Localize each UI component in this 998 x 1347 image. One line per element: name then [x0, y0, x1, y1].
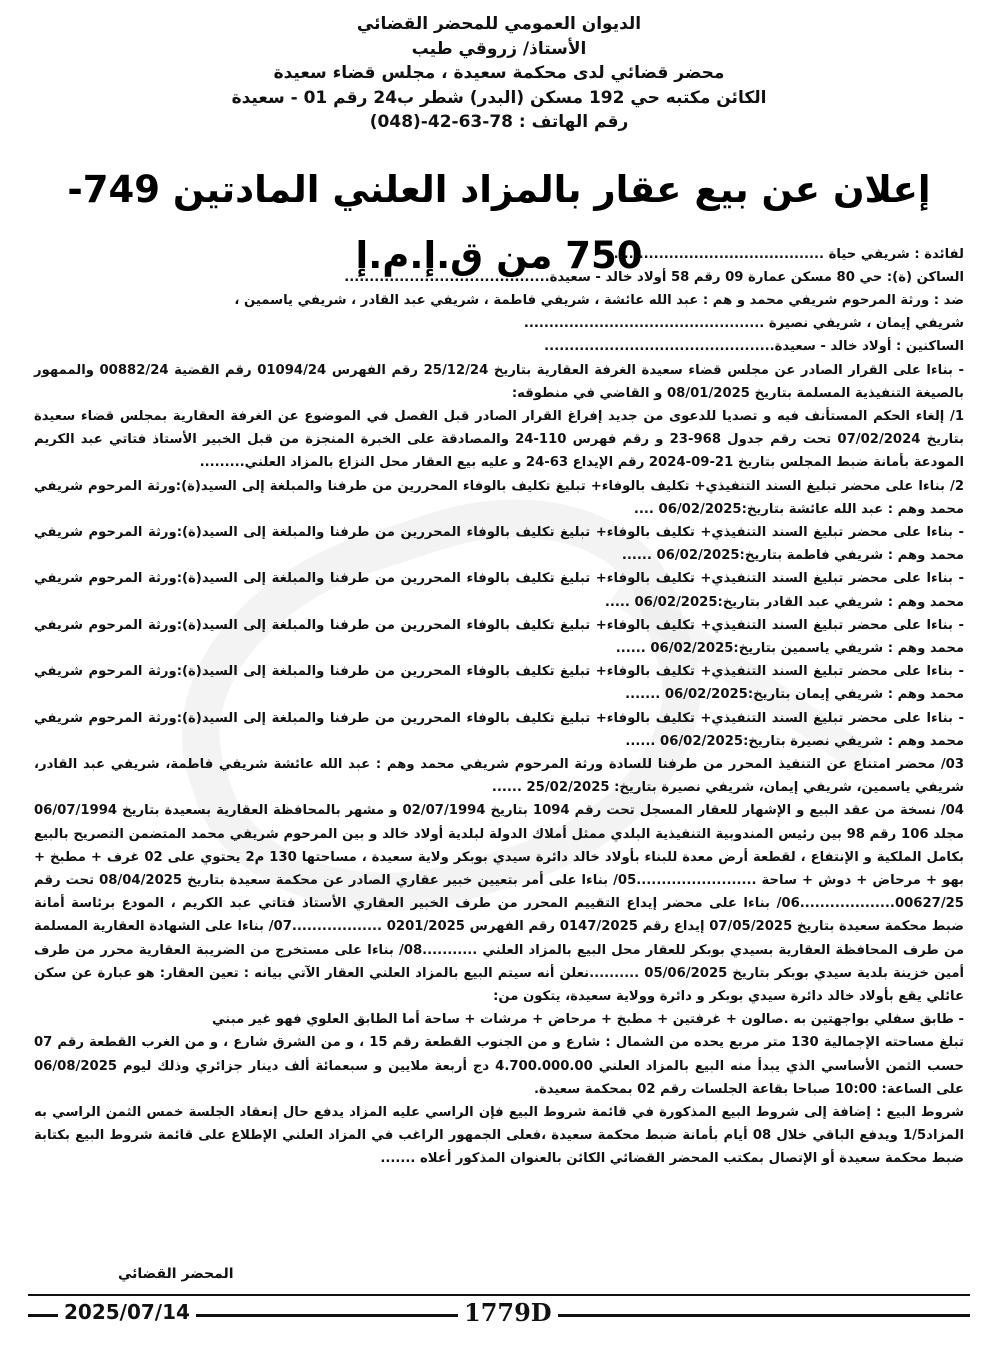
sale-conditions: شروط البيع : إضافة إلى شروط البيع المذكورة في قائمة شروط البيع فإن الراسي عليه المزاد يدفع حال إنعقاد الجلسة خمس الثمن الراسي به المزاد1/5 ويدفع الباقي خلال 08 أيام بأمانة ضبط محكمة سعيدة ،فعلى الجمهور الراغب في المزاد العلني الإطلاع على قائمة شروط البيع بكتابة ضبط محكمة سعيدة أو الإتصال بمكتب المحضر القضائي الكائن بالعنوان المذكور أعلاه .......: [34, 1105, 964, 1167]
defendants-line: ضد : ورثة المرحوم شريفي محمد و هم : عبد الله عائشة ، شريفي فاطمة ، شريفي عبد القادر ، شريفي ياسمين ،: [234, 292, 964, 308]
bailiff-header: [28, 12, 970, 135]
announcement-body: [28, 243, 970, 1171]
footer-code: 1779D: [458, 1298, 558, 1327]
header-phone: رقم الهاتف : 78-63-42-(048): [369, 112, 629, 132]
notice-abdelkader: - بناءا على محضر تبليغ السند التنفيذي+ تكليف بالوفاء+ تبليغ تكليف بالوفاء المحررين من طرفنا والمبلغة إلى السيد(ة):ورثة المرحوم شريفي محمد وهم : شريفي عبد القادر بتاريخ:06/02/2025 .....: [34, 571, 964, 610]
header-address: الكائن مكتبه حي 192 مسكن (البدر) شطر ب24 رقم 01 - سعيدة: [231, 87, 767, 108]
notice-yasmine: - بناءا على محضر تبليغ السند التنفيذي+ تكليف بالوفاء+ تبليغ تكليف بالوفاء المحررين من طرفنا والمبلغة إلى السيد(ة):ورثة المرحوم شريفي محمد وهم : شريفي ياسمين بتاريخ:06/02/2025 ......: [34, 617, 964, 656]
notice-imane: - بناءا على محضر تبليغ السند التنفيذي+ تكليف بالوفاء+ تبليغ تكليف بالوفاء المحررين من طرفنا والمبلغة إلى السيد(ة):ورثة المرحوم شريفي محمد وهم : شريفي إيمان بتاريخ:06/02/2025 .......: [34, 664, 964, 703]
beneficiary-line: لفائدة : شريفي حياة ..........................................: [613, 246, 964, 262]
property-area-price: تبلغ مساحته الإجمالية 130 متر مربع يحده من الشمال : شارع و من الجنوب القطعة رقم 15 ، و من الشرق شارع ، و من الغرب القطعة رقم 07 حسب الثمن الأساسي الذي يبدأ منه البيع بالمزاد العلني 4.700.000.00 دج أربعة ملايين و سبعمائة ألف دينار جزائري وذلك ليوم 06/08/2025 على الساعة: 10:00 صباحا بقاعة الجلسات رقم 02 بمحكمة سعيدة.: [34, 1035, 965, 1097]
court-decision: - بناءا على القرار الصادر عن مجلس قضاء سعيدة الغرفة العقارية بتاريخ 25/12/24 رقم الفهرس 01094/24 رقم القضية 00882/24 والممهور بالصيغة التنفيذية المسلمة بتاريخ 08/01/2025 و القاضي في منطوقه:: [34, 362, 965, 401]
beneficiary-address: الساكن (ة): حي 80 مسكن عمارة 09 رقم 58 أولاد خالد - سعيدة.........................................: [344, 269, 964, 285]
footer-bar: [28, 1294, 970, 1334]
notice-fatima: - بناءا على محضر تبليغ السند التنفيذي+ تكليف بالوفاء+ تبليغ تكليف بالوفاء المحررين من طرفنا والمبلغة إلى السيد(ة):ورثة المرحوم شريفي محمد وهم : شريفي فاطمة بتاريخ:06/02/2025 ......: [34, 524, 964, 564]
header-bailiff-name: الأستاذ/ زروقي طيب: [411, 38, 587, 59]
announcement-page: [28, 4, 970, 1334]
property-description: - طابق سفلي بواجهتين به .صالون + غرفتين + مطبخ + مرحاض + مرشات + ساحة أما الطابق العلوي فهو غير مبني: [211, 1012, 964, 1028]
announcement-title: إعلان عن بيع عقار بالمزاد العلني المادتين 749-750 من ق.إ.م.إ: [67, 167, 931, 277]
footer-date: 2025/07/14: [58, 1300, 196, 1324]
notice-nassira: - بناءا على محضر تبليغ السند التنفيذي+ تكليف بالوفاء+ تبليغ تكليف بالوفاء المحررين من طرفنا والمبلغة إلى السيد(ة):ورثة المرحوم شريفي محمد وهم : شريفي نصيرة بتاريخ:06/02/2025 ......: [34, 710, 964, 749]
header-court: محضر قضائي لدى محكمة سعيدة ، مجلس قضاء سعيدة: [273, 63, 725, 83]
item-1: 1/ إلغاء الحكم المستأنف فيه و تصديا للدعوى من جديد إفراغ القرار الصادر قبل الفصل في الموضوع عن الغرفة العقارية بمجلس قضاء سعيدة بتاريخ 07/02/2024 تحت رقم جدول 968-23 و رقم فهرس 110-24 والمصادقة على الخبرة المنجزة من قبل الخبير الأستاذ فتاتي عبد الكريم المودعة بأمانة ضبط المجلس بتاريخ 21-09-2024 رقم الإيداع 63-24 و عليه بيع العقار محل النزاع بالمزاد العلني.........: [34, 408, 964, 471]
header-office: الديوان العمومي للمحضر القضائي: [356, 14, 642, 34]
defendants-line-cont: شريفي إيمان ، شريفي نصيرة ................................................: [523, 316, 964, 332]
item-3: 03/ محضر امتناع عن التنفيذ المحرر من طرفنا للسادة ورثة المرحوم شريفي محمد وهم : عبد الله عائشة شريفي فاطمة، شريفي عبد القادر، شريفي ياسمين، شريفي إيمان، شريفي نصيرة بتاريخ: 25/02/2025 ......: [34, 756, 964, 796]
item-4-8: 04/ نسخة من عقد البيع و الإشهار للعقار المسجل تحت رقم 1094 بتاريخ 02/07/1994 و مشهر بالمحافظة العقارية بسعيدة بتاريخ 06/07/1994 مجلد 106 رقم 98 بين رئيس المندوبية التنفيذية البلدي ممثل أملاك الدولة لبلدية أولاد خالد و بين المرحوم شريفي محمد المتضمن التصريح بالبيع بكامل الملكية و الإنتفاع ، لقطعة أرض معدة للبناء بأولاد خالد دائرة سيدي بوبكر ولاية سعيدة ، مساحتها 130 م2 يحتوي على 02 غرف + مطبخ + بهو + مرحاض + دوش + ساحة ........................05/ بناءا على أمر بتعيين خبير عقاري الصادر عن محكمة سعيدة بتاريخ 08/04/2025 تحت رقم 00627/25...................06/ بناءا على محضر إيداع التقييم المحرر من طرف الخبير العقاري الأستاذ فتاتي عبد الكريم ، المودع برئاسة أمانة ضبط محكمة سعيدة بتاريخ 07/05/2025 إيداع رقم 0147/2025 رقم الفهرس 0201/2025 ..................07/ بناءا على الشهادة العقارية المسلمة من طرف المحافظة العقارية بسيدي بوبكر للعقار محل البيع بالمزاد العلني ...........08/ بناءا على مستخرج من الضريبة العقارية محرر من طرف أمين خزينة بلدية سيدي بوبكر بتاريخ 05/06/2025 ..........نعلن أنه سيتم البيع بالمزاد العلني العقار الآتي بيانه : تعين العقار: هو عبارة عن سكن عائلي يقع بأولاد خالد دائرة سيدي بوبكر و دائرة وولاية سعيدة، يتكون من:: [34, 803, 965, 1004]
defendants-address: الساكنين : أولاد خالد - سعيدة..............................................: [544, 339, 964, 355]
signature-label: المحضر القضائي: [118, 1266, 234, 1282]
item-2: 2/ بناءا على محضر تبليغ السند التنفيذي+ تكليف بالوفاء+ تبليغ تكليف بالوفاء المحررين من طرفنا والمبلغة إلى السيد(ة):ورثة المرحوم شريفي محمد وهم : عبد الله عائشة بتاريخ:06/02/2025 ....: [34, 478, 964, 517]
